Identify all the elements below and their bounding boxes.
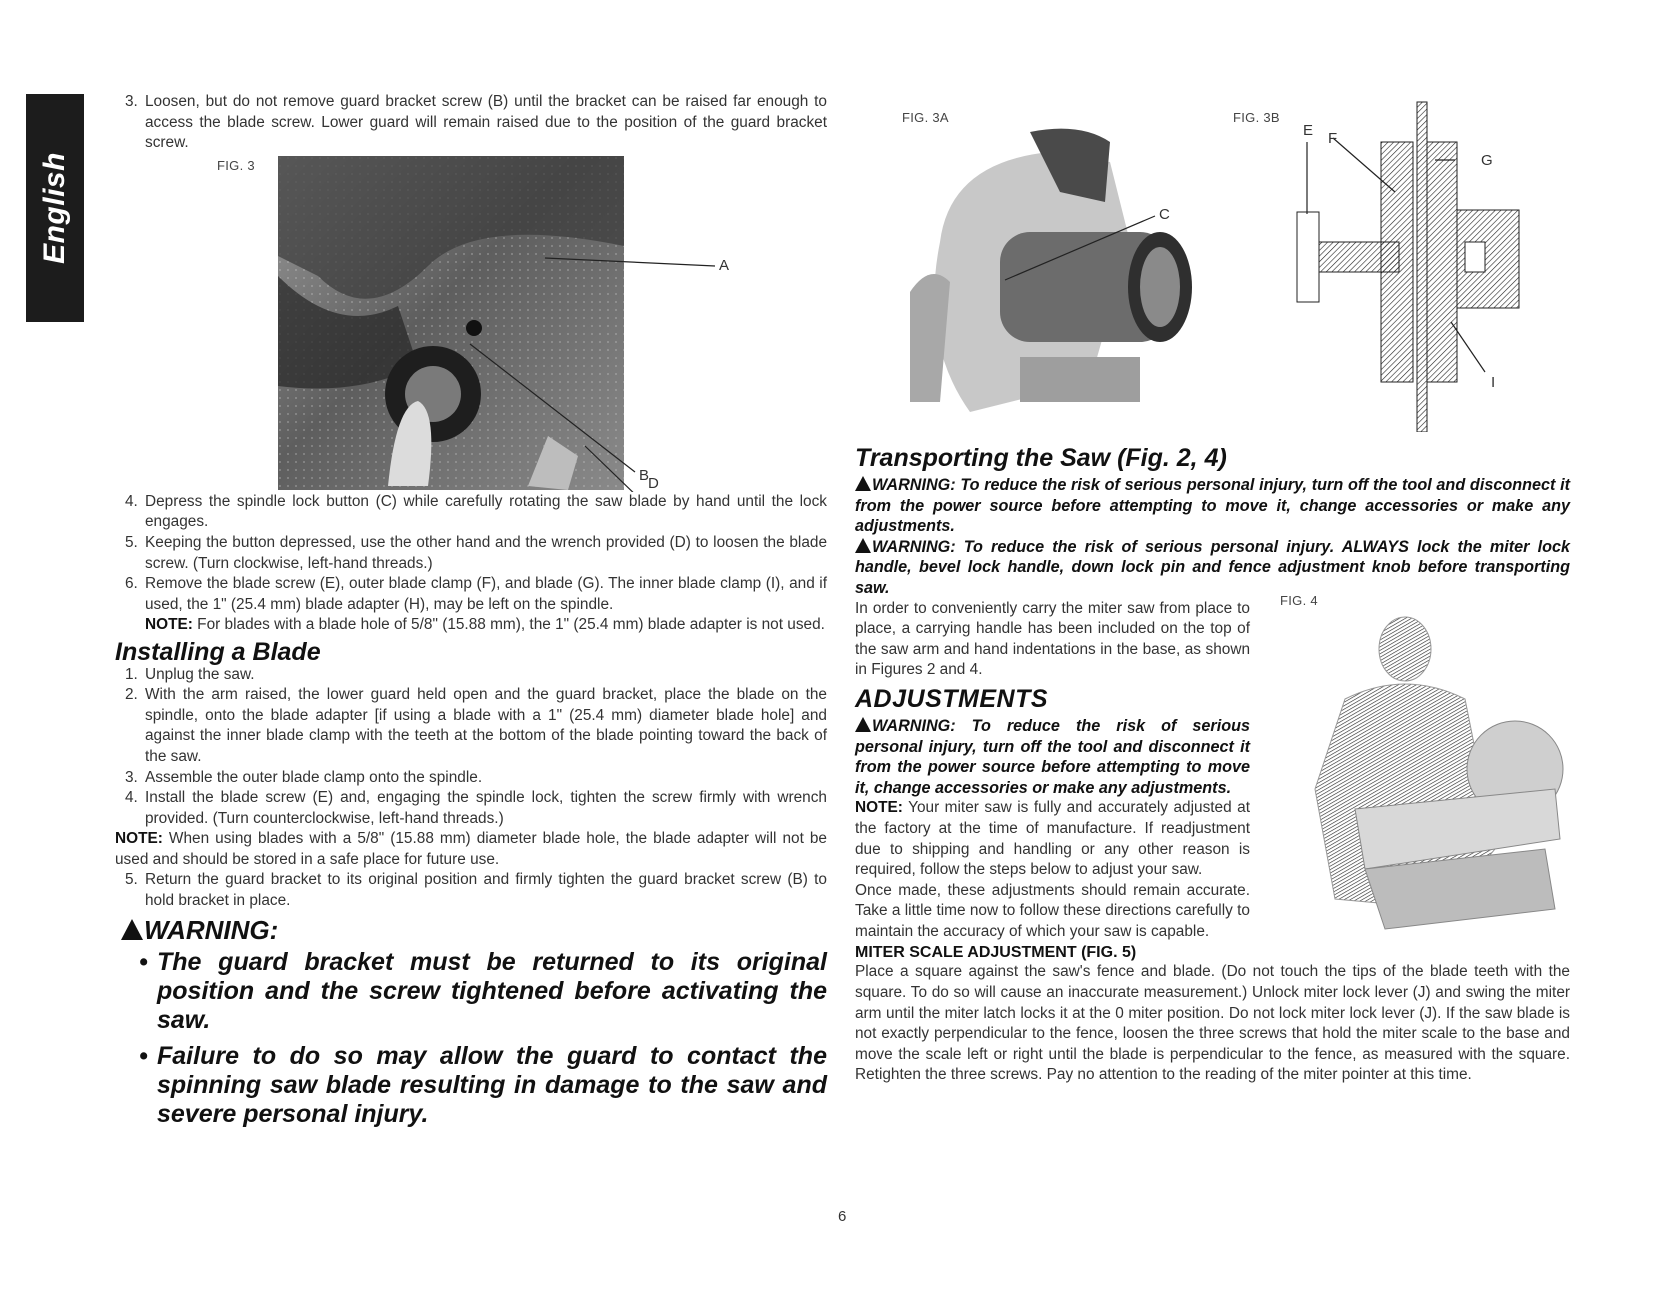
install-step-5: 5. Return the guard bracket to its original position and firmly tighten the guard bracket screw (B) to hold bracket in place. [125, 871, 827, 910]
figures-3a-3b [855, 92, 1570, 444]
installing-steps [115, 665, 827, 830]
adjustments-note: NOTE: Your miter saw is fully and accurately adjusted at the factory at the time of manufacture. If readjustment due to shipping and handling or any other reason is required, follow the steps below to adjust your saw. [855, 799, 1250, 879]
adjustments-warning: WARNING: To reduce the risk of serious personal injury, turn off the tool and disconnect it from the power source before attempting to move it, change accessories or make any adjustments. [855, 716, 1250, 797]
note-five-eighths: NOTE: When using blades with a 5/8" (15.88 mm) diameter blade hole, the blade adapter will not be used and should be stored in a safe place for future use. [115, 830, 827, 868]
bullet-icon: • [139, 948, 148, 977]
guard-warning-title: WARNING: [121, 918, 827, 941]
transport-warning-1: WARNING: To reduce the risk of serious personal injury, turn off the tool and disconnect it from the power source before attempting to move it, change accessories or make any adjustments. [855, 476, 1570, 536]
fig3b-callout-h: H [1468, 245, 1479, 262]
fig3b-label: FIG. 3B [1233, 110, 1280, 125]
intro-steps [115, 92, 827, 154]
step-3-loosen: 3. Loosen, but do not remove guard bracket screw (B) until the bracket can be raised far enough to access the blade screw. Lower guard will remain raised due to the position of the guard bracket screw. [125, 93, 827, 152]
fig3-callout-b: B [639, 466, 650, 484]
language-tab [26, 94, 84, 322]
adjustments-heading: ADJUSTMENTS [855, 684, 1049, 713]
fig4-illustration [1295, 609, 1570, 954]
page-number: 6 [838, 1208, 847, 1225]
install-step-4: 4. Install the blade screw (E) and, engaging the spindle lock, tighten the screw firmly with wrench provided. (Turn counterclockwise, left-hand threads.) [125, 789, 827, 827]
figure-3 [115, 154, 827, 492]
bullet-icon: • [139, 1042, 148, 1071]
fig3b-callout-i: I [1491, 374, 1496, 391]
guard-warning [115, 914, 827, 1130]
miter-scale-heading: MITER SCALE ADJUSTMENT (FIG. 5) [855, 944, 1137, 962]
install-step-2: 2. With the arm raised, the lower guard held open and the guard bracket, place the blade on the spindle, onto the blade adapter [if using a blade with a 1" (25.4 mm) diameter blade hole] and against the inner blade clamp with the teeth at the bottom of the blade pointing toward the back of the saw. [125, 686, 827, 765]
fig3b-callout-f: F [1328, 130, 1338, 147]
fig3b-diagram [1285, 92, 1555, 432]
fig3a-callout-c: C [1159, 206, 1170, 223]
miter-scale-text: Place a square against the saw's fence and blade. (Do not touch the tips of the blade teeth with the square. To do so will cause an inaccurate measurement.) Unlock miter lock lever (J) and swing the miter arm until the miter latch locks it at the 0 miter position. Do not lock miter lock lever (J). If the saw blade is not exactly perpendicular to the fence, loosen the three screws that hold the miter scale to the base and move the scale left or right until the blade is perpendicular to the fence, as measured with the square. Retighten the three screws. Pay no attention to the reading of the miter pointer at this time. [855, 963, 1570, 1084]
guard-warning-bullet-1: • The guard bracket must be returned to its original position and the screw tightened before activating the saw. [139, 948, 827, 1035]
right-column [855, 92, 1570, 1086]
step-4-depress: 4. Depress the spindle lock button (C) while carefully rotating the saw blade by hand until the lock engages. [125, 492, 827, 531]
fig3-leaders [115, 154, 827, 492]
install-step-3: 3. Assemble the outer blade clamp onto the spindle. [125, 768, 483, 786]
warning-triangle-icon [855, 717, 871, 732]
step-6-remove: 6. Remove the blade screw (E), outer blade clamp (F), and blade (G). The inner blade clamp (I), and if used, the 1" (25.4 mm) blade adapter (H), may be left on the spindle. NOTE: For blades with a blade hole of 5/8" (15.88 mm), the 1" (25.4 mm) blade adapter is not used. [115, 574, 827, 636]
transport-and-adjust-block [855, 592, 1570, 943]
installing-heading: Installing a Blade [115, 637, 321, 666]
warning-triangle-icon [121, 919, 143, 940]
transport-body: In order to conveniently carry the miter saw from place to place, a carrying handle has been included on the top of the saw arm and hand indentations in the base, as shown in Figures 2 and 4. [855, 599, 1250, 679]
install-step-1: 1. Unplug the saw. [125, 665, 255, 683]
fig4-label: FIG. 4 [1280, 592, 1318, 608]
adjustments-para: Once made, these adjustments should remain accurate. Take a little time now to follow these directions carefully to maintain the accuracy of which your saw is capable. [855, 881, 1250, 940]
fig4-photo [1295, 609, 1570, 954]
step-5-keeping: 5. Keeping the button depressed, use the other hand and the wrench provided (D) to loosen the blade screw. (Turn clockwise, left-hand threads.) [125, 533, 827, 572]
transporting-heading: Transporting the Saw (Fig. 2, 4) [855, 444, 1227, 472]
left-column [115, 92, 827, 1136]
fig3-label: FIG. 3 [217, 157, 255, 173]
fig3-callout-d: D [648, 475, 659, 492]
fig3-callout-a: A [719, 256, 730, 274]
blade-removal-steps [115, 492, 827, 636]
warning-triangle-icon [855, 476, 871, 491]
fig3b-callout-g: G [1481, 152, 1493, 169]
transport-warning-2: WARNING: To reduce the risk of serious personal injury. ALWAYS lock the miter lock handle, bevel lock handle, down lock pin and fence adjustment knob before transporting saw. [855, 537, 1570, 597]
language-label: English [38, 152, 71, 264]
note-blade-adapter: NOTE: For blades with a blade hole of 5/8" (15.88 mm), the 1" (25.4 mm) blade adapter is not used. [145, 616, 825, 634]
guard-warning-bullet-2: • Failure to do so may allow the guard to contact the spinning saw blade resulting in damage to the saw and severe personal injury. [139, 1042, 827, 1129]
transport-adjust-text [855, 599, 1250, 943]
warning-triangle-icon [855, 538, 871, 553]
fig3a-label: FIG. 3A [902, 110, 949, 125]
installing-step-5 [115, 870, 827, 911]
fig3b-callout-e: E [1303, 122, 1314, 139]
